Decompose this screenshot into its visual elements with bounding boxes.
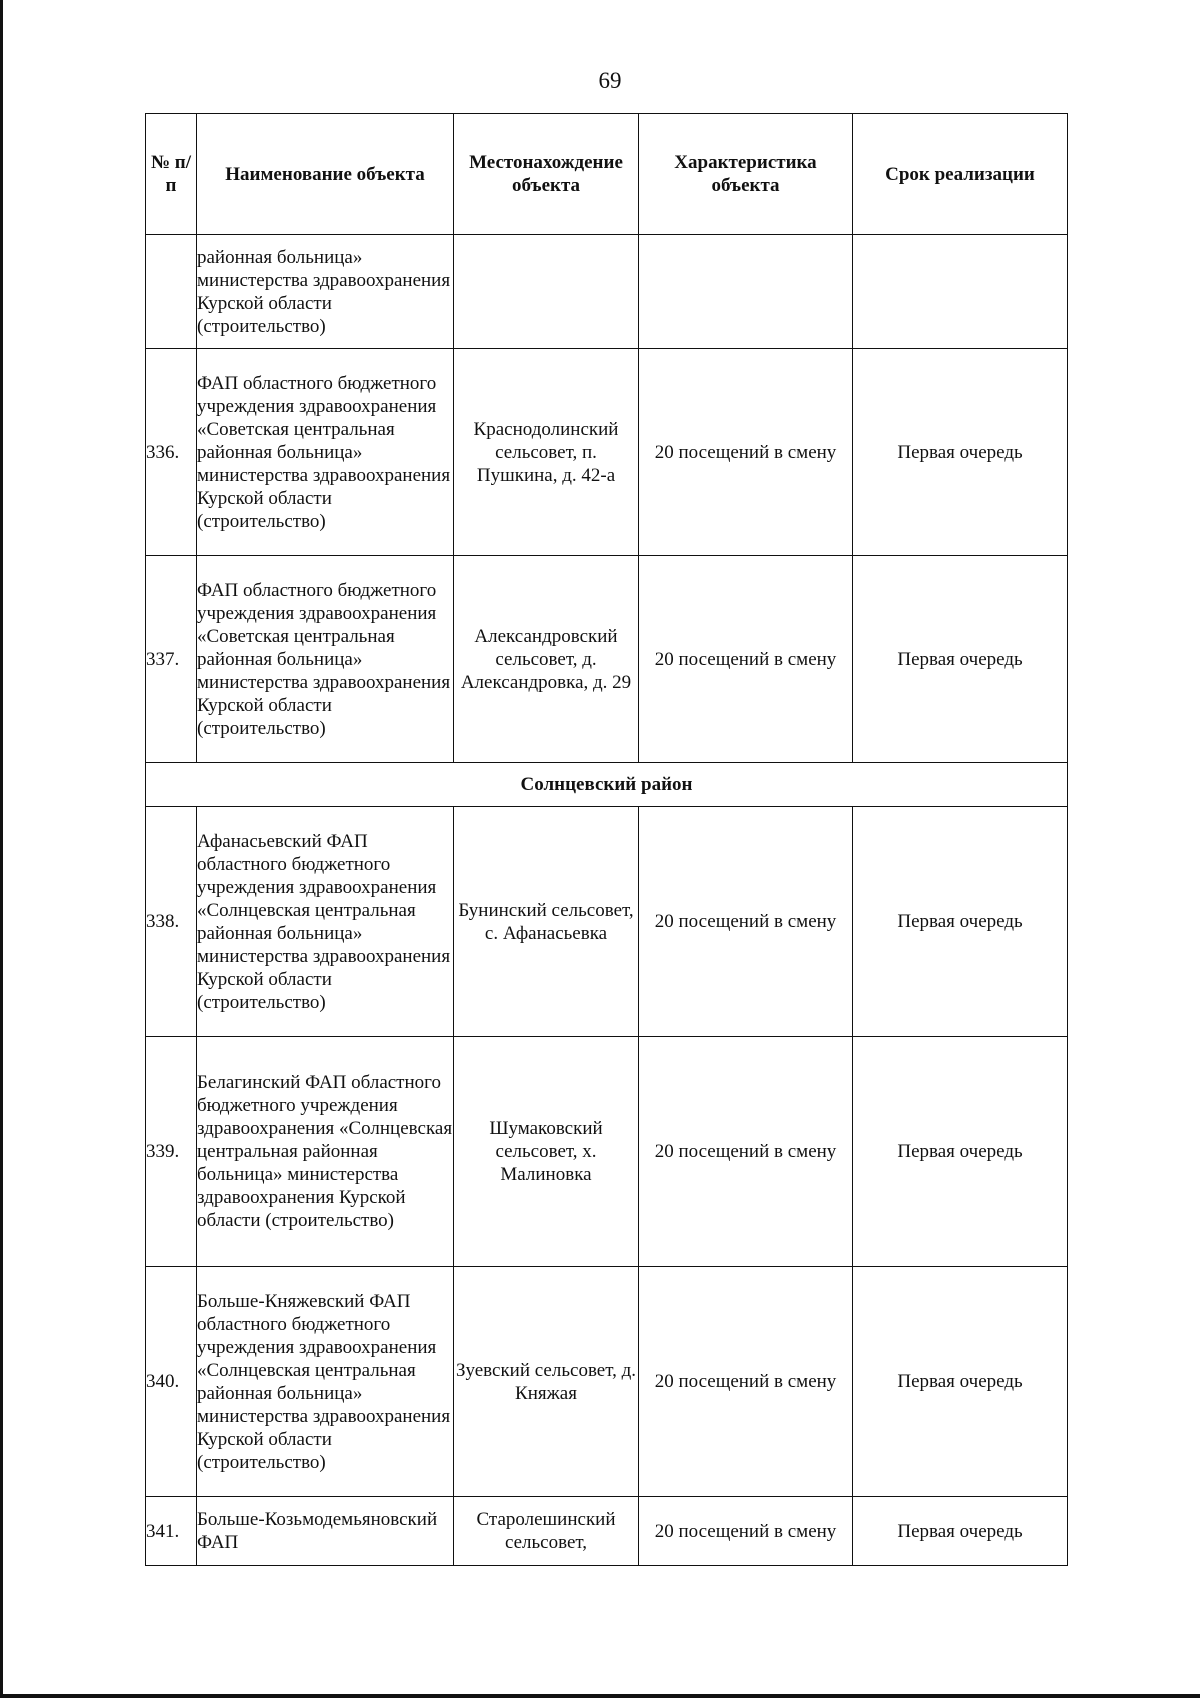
row-term: Первая очередь [853, 807, 1068, 1037]
scan-edge-bottom [0, 1694, 1200, 1698]
table-row [146, 807, 1068, 1037]
row-name: Больше-Княжевский ФАП областного бюджетного учреждения здравоохранения «Солнцевская центральная районная больница» министерства здравоохранения Курской области (строительство) [197, 1267, 454, 1497]
row-term [853, 235, 1068, 349]
row-name: Белагинский ФАП областного бюджетного учреждения здравоохранения «Солнцевская центральная районная больница» министерства здравоохранения Курской области (строительство) [197, 1037, 454, 1267]
row-characteristic [639, 235, 853, 349]
table-row [146, 1037, 1068, 1267]
table-row [146, 556, 1068, 763]
row-name: Больше-Козьмодемьяновский ФАП [197, 1497, 454, 1566]
row-term: Первая очередь [853, 1497, 1068, 1566]
row-term: Первая очередь [853, 1267, 1068, 1497]
row-characteristic: 20 посещений в смену [639, 556, 853, 763]
header-num: № п/п [146, 114, 197, 235]
header-term: Срок реализации [853, 114, 1068, 235]
header-location: Местонахождение объекта [454, 114, 639, 235]
section-title: Солнцевский район [146, 763, 1068, 807]
header-characteristic: Характеристика объекта [639, 114, 853, 235]
row-characteristic: 20 посещений в смену [639, 1037, 853, 1267]
row-num: 338. [146, 807, 197, 1037]
table-row [146, 1267, 1068, 1497]
row-num: 339. [146, 1037, 197, 1267]
row-characteristic: 20 посещений в смену [639, 349, 853, 556]
row-name: ФАП областного бюджетного учреждения здравоохранения «Советская центральная районная больница» министерства здравоохранения Курской области (строительство) [197, 349, 454, 556]
row-location [454, 235, 639, 349]
row-location: Шумаковский сельсовет, х. Малиновка [454, 1037, 639, 1267]
section-row [146, 763, 1068, 807]
row-location: Старолешинский сельсовет, [454, 1497, 639, 1566]
table-row [146, 349, 1068, 556]
row-location: Краснодолинский сельсовет, п. Пушкина, д. 42-а [454, 349, 639, 556]
table-row [146, 235, 1068, 349]
row-characteristic: 20 посещений в смену [639, 807, 853, 1037]
scan-edge-left [0, 0, 3, 1698]
row-name: ФАП областного бюджетного учреждения здравоохранения «Советская центральная районная больница» министерства здравоохранения Курской области (строительство) [197, 556, 454, 763]
row-term: Первая очередь [853, 349, 1068, 556]
row-name: районная больница» министерства здравоохранения Курской области (строительство) [197, 235, 454, 349]
page-number: 69 [598, 68, 622, 93]
row-characteristic: 20 посещений в смену [639, 1497, 853, 1566]
row-num: 341. [146, 1497, 197, 1566]
row-num: 336. [146, 349, 197, 556]
row-num: 340. [146, 1267, 197, 1497]
table-row [146, 1497, 1068, 1566]
row-num: 337. [146, 556, 197, 763]
row-num [146, 235, 197, 349]
header-name: Наименование объекта [197, 114, 454, 235]
row-location: Александровский сельсовет, д. Александровка, д. 29 [454, 556, 639, 763]
row-characteristic: 20 посещений в смену [639, 1267, 853, 1497]
row-name: Афанасьевский ФАП областного бюджетного учреждения здравоохранения «Солнцевская центральная районная больница» министерства здравоохранения Курской области (строительство) [197, 807, 454, 1037]
row-term: Первая очередь [853, 556, 1068, 763]
row-location: Зуевский сельсовет, д. Княжая [454, 1267, 639, 1497]
table-header-row [146, 114, 1068, 235]
row-term: Первая очередь [853, 1037, 1068, 1267]
objects-table [145, 113, 1068, 1566]
row-location: Бунинский сельсовет, с. Афанасьевка [454, 807, 639, 1037]
